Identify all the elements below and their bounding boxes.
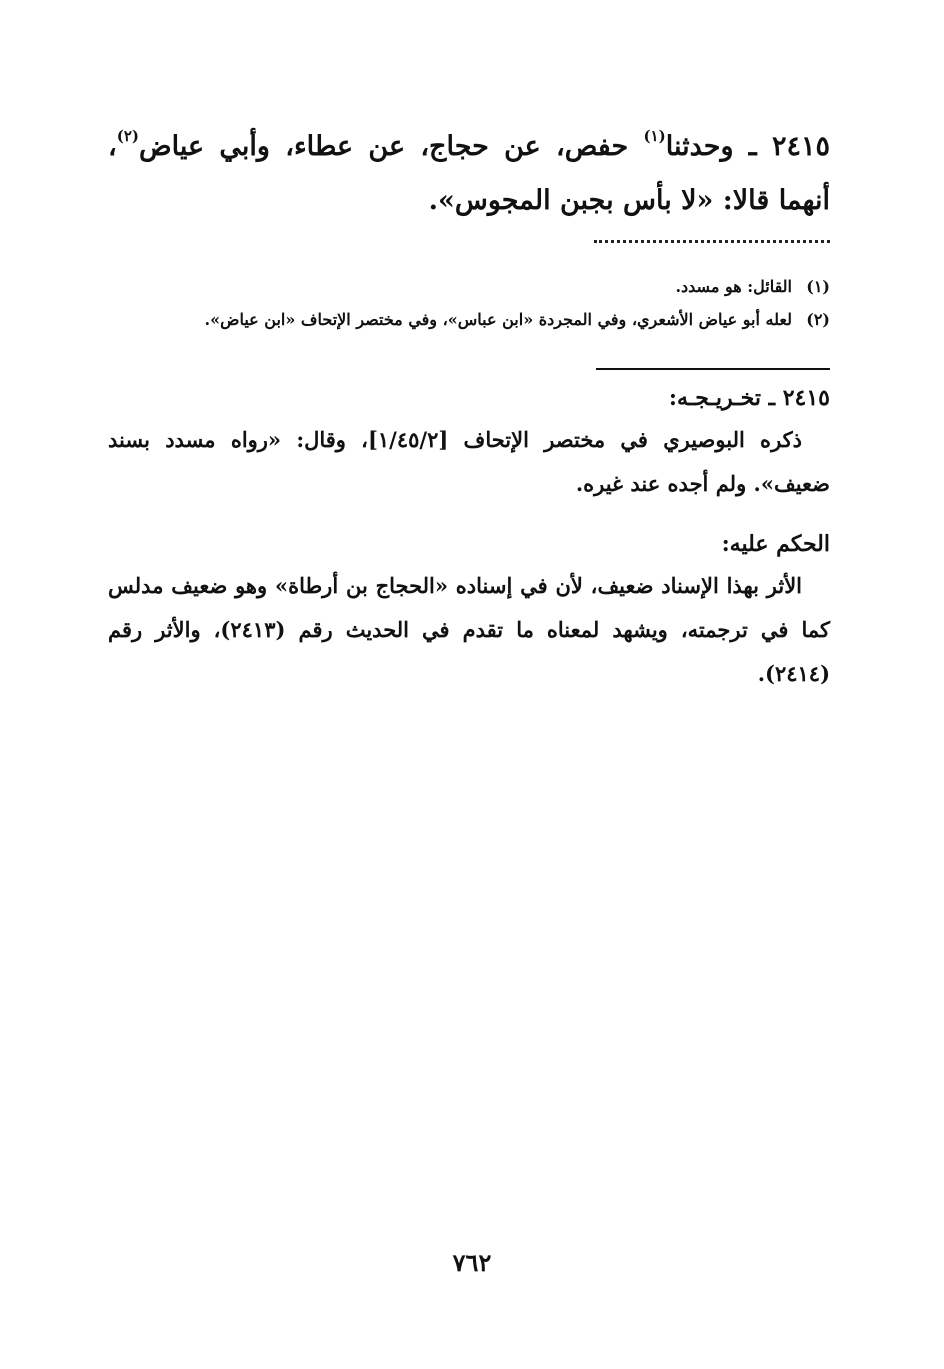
footnote-ref-2[interactable]: (٢) (116, 127, 139, 145)
hukm-section (108, 524, 830, 696)
section-divider (596, 368, 830, 370)
hukm-heading: الحكم عليه: (721, 531, 830, 557)
footnote-2 (108, 303, 830, 336)
takhrij-section (108, 378, 830, 506)
footnote-text: القائل: هو مسدد. (675, 277, 792, 296)
footnote-1 (108, 270, 830, 303)
hadith-dash: ـ (748, 131, 757, 162)
hadith-text-part1: وحدثنا (665, 131, 734, 162)
footnotes (108, 270, 830, 336)
takhrij-heading: ٢٤١٥ ـ تخـريـجـه: (668, 385, 830, 411)
page-number: ٧٦٢ (452, 1248, 492, 1277)
hadith-number: ٢٤١٥ (772, 131, 831, 162)
page-content (108, 120, 830, 228)
hadith-text-part3: ، أنهما قالا: «لا بأس بجبن المجوس». (108, 131, 830, 216)
footnote-marker: (٢) (806, 310, 830, 329)
takhrij-body: ذكره البوصيري في مختصر الإتحاف [١/٤٥/٢]، وقال: «رواه مسدد بسند ضعيف». ولم أجده عند غيره. (108, 427, 830, 496)
footnote-ref-1[interactable]: (١) (643, 127, 666, 145)
footnote-text: لعله أبو عياض الأشعري، وفي المجردة «ابن عباس»، وفي مختصر الإتحاف «ابن عياض». (204, 310, 792, 329)
hadith-text (108, 120, 830, 228)
footnote-marker: (١) (806, 277, 830, 296)
hukm-body: الأثر بهذا الإسناد ضعيف، لأن في إسناده «الحجاج بن أرطاة» وهو ضعيف مدلس كما في ترجمته، ويشهد لمعناه ما تقدم في الحديث رقم (٢٤١٣)، والأثر رقم (٢٤١٤). (108, 573, 830, 686)
footnote-separator (594, 240, 830, 257)
hadith-text-part2: حفص، عن حجاج، عن عطاء، وأبي عياض (139, 131, 644, 162)
